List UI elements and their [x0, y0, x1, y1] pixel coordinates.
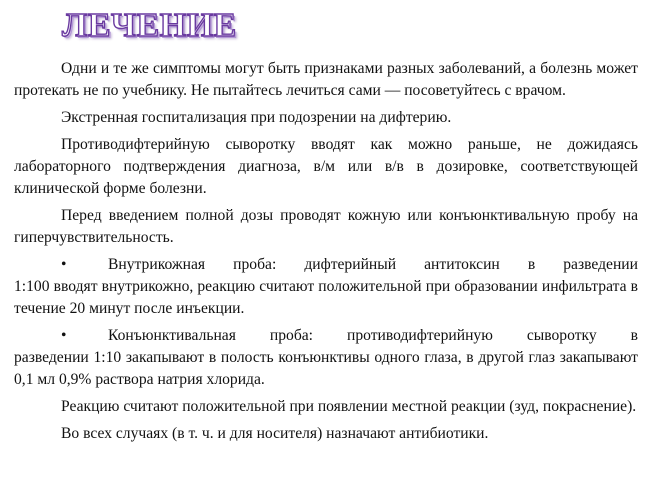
list-item-first-line: Внутрикожная проба: дифтерийный антитоксин в разведении [108, 256, 638, 273]
list-item-intradermal-test [14, 254, 638, 320]
document-body [14, 58, 638, 450]
list-item-conjunctival-test [14, 325, 638, 391]
paragraph-symptoms-warning: Одни и те же симптомы могут быть признаками разных заболеваний, а болезнь может протекать не по учебнику. Не пытайтесь лечиться сами — посоветуйтесь с врачом. [14, 60, 638, 99]
list-item-continuation: разведении 1:10 закапывают в полость конъюнктивы одного глаза, в другой глаз закапывают 0,1 мл 0,9% раствора натрия хлорида. [14, 349, 638, 388]
paragraph-sensitivity-test: Перед введением полной дозы проводят кожную или конъюнктивальную пробу на гиперчувствительность. [14, 207, 638, 246]
paragraph-hospitalization: Экстренная госпитализация при подозрении на дифтерию. [61, 109, 452, 126]
paragraph-serum: Противодифтерийную сыворотку вводят как можно раньше, не дожидаясь лабораторного подтверждения диагноза, в/м или в/в в дозировке, соответствующей клинической форме болезни. [14, 136, 638, 197]
bullet-marker: • [61, 256, 67, 273]
paragraph-antibiotics: Во всех случаях (в т. ч. и для носителя) назначают антибиотики. [61, 425, 489, 442]
list-item-first-line: Конъюнктивальная проба: противодифтерийную сыворотку в [108, 327, 638, 344]
bullet-marker: • [61, 327, 67, 344]
paragraph-positive-reaction: Реакцию считают положительной при появлении местной реакции (зуд, покраснение). [61, 398, 637, 415]
page-title: ЛЕЧЕНИЕ [62, 7, 237, 44]
list-item-continuation: 1:100 вводят внутрикожно, реакцию считают положительной при образовании инфильтрата в течение 20 минут после инъекции. [14, 278, 638, 317]
